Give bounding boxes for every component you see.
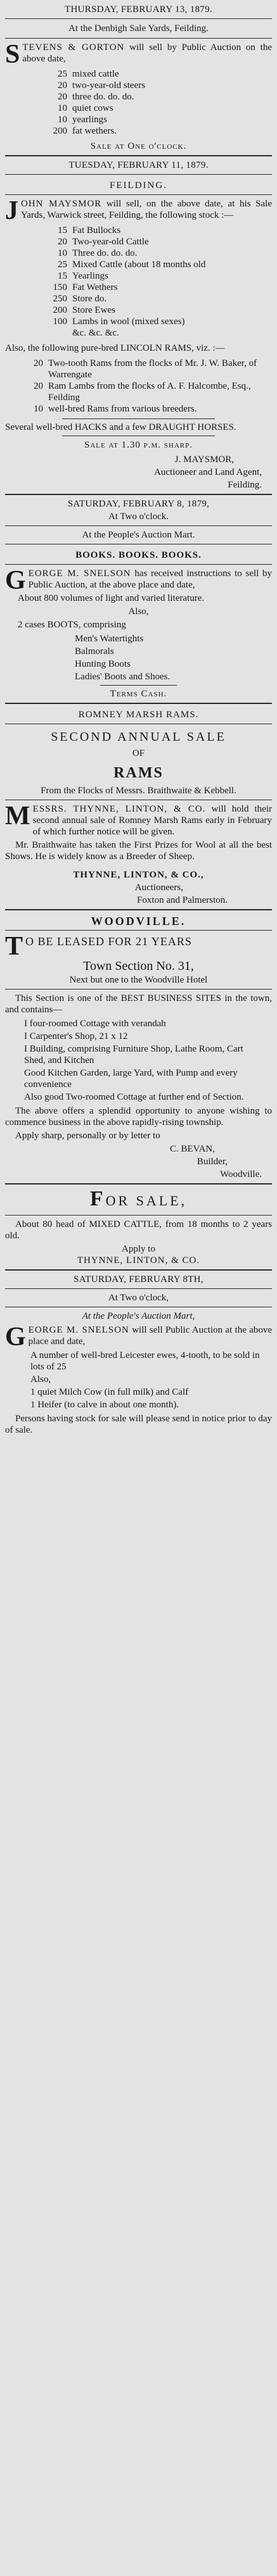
stevens-gorton-sale-ad bbox=[5, 4, 272, 152]
stock-description: mixed cattle bbox=[72, 69, 119, 79]
boots-list bbox=[75, 633, 272, 682]
stock-row bbox=[37, 327, 272, 339]
lease-heading bbox=[5, 932, 272, 961]
stock-quantity: 10 bbox=[34, 404, 43, 414]
notice-text: Persons having stock for sale will please send in notice prior to day of sale. bbox=[5, 1414, 272, 1435]
divider bbox=[62, 418, 215, 419]
also-text: Also, the following pure-bred LINCOLN RAMS, viz. :— bbox=[5, 343, 225, 353]
divider bbox=[5, 18, 272, 19]
sale-time: Sale at One o'clock. bbox=[90, 141, 187, 151]
stock-description: Two-year-old Cattle bbox=[72, 237, 149, 247]
drop-cap: S bbox=[5, 40, 20, 69]
stock-row bbox=[37, 114, 272, 125]
divider bbox=[5, 1215, 272, 1216]
stock-description: Mixed Cattle (about 18 months old bbox=[72, 260, 206, 270]
stock-row bbox=[37, 225, 272, 236]
stock-row bbox=[37, 316, 272, 327]
headline-text: OR SALE, bbox=[105, 1193, 188, 1209]
body-text: About 80 head of MIXED CATTLE, from 18 months to 2 years old. bbox=[5, 1219, 272, 1241]
ad-intro bbox=[5, 803, 272, 838]
stock-description: Two-tooth Rams from the flocks of Mr. J. W. Baker, of Warrengate bbox=[48, 358, 257, 380]
stock-list bbox=[37, 225, 272, 339]
stock-row bbox=[37, 236, 272, 248]
stock-list bbox=[30, 1350, 266, 1411]
list-item: 1 quiet Milch Cow (in full milk) and Calf bbox=[30, 1387, 189, 1397]
intro-text: will sell by Public Auction on the above date, bbox=[22, 42, 273, 64]
signature-role: Builder, bbox=[196, 1157, 228, 1167]
stock-row bbox=[37, 305, 272, 316]
intro-text: has received instructions to sell by Public Auction, at the above place and date, bbox=[28, 569, 272, 590]
firm-name: TEVENS & GORTON bbox=[22, 42, 125, 53]
section-divider bbox=[5, 494, 272, 495]
stock-row bbox=[37, 270, 272, 282]
list-item: Good Kitchen Garden, large Yard, with Pump and every convenience bbox=[24, 1068, 238, 1090]
list-item: Also, bbox=[30, 1374, 51, 1385]
terms-text: Terms Cash. bbox=[110, 689, 167, 699]
stock-quantity: 20 bbox=[34, 358, 43, 368]
romney-rams-ad bbox=[5, 709, 272, 906]
second-annual-sale: SECOND ANNUAL SALE bbox=[51, 730, 226, 744]
stock-quantity: 20 bbox=[34, 381, 43, 391]
ad-date: SATURDAY, FEBRUARY 8TH, bbox=[74, 1274, 203, 1285]
apply-text: Apply sharp, personally or by letter to bbox=[15, 1131, 160, 1141]
next-to-text: Next but one to the Woodville Hotel bbox=[69, 975, 208, 985]
stock-description: two-year-old steers bbox=[72, 80, 146, 91]
divider bbox=[5, 194, 272, 195]
stock-quantity: 15 bbox=[58, 225, 67, 236]
stock-quantity: 200 bbox=[53, 305, 67, 315]
divider bbox=[100, 685, 177, 686]
auctioneer-name: OHN MAYSMOR bbox=[21, 199, 102, 209]
snelson-books-ad bbox=[5, 498, 272, 700]
rams-list bbox=[14, 358, 272, 415]
list-item: I four-roomed Cottage with verandah bbox=[24, 1019, 166, 1029]
drop-cap: M bbox=[5, 801, 30, 831]
braithwaite-text: Mr. Braithwaite has taken the First Prizes for Wool at all the best Shows. He is widely know as a Breeder of Sheep. bbox=[5, 840, 272, 862]
drop-cap: J bbox=[5, 196, 18, 225]
stock-row bbox=[37, 125, 272, 137]
list-item: I Building, comprising Furniture Shop, Lathe Room, Cart Shed, and Kitchen bbox=[24, 1044, 243, 1065]
stock-quantity: 200 bbox=[53, 126, 67, 136]
ad-time: At Two o'clock. bbox=[108, 512, 169, 522]
stock-description: Yearlings bbox=[72, 271, 108, 281]
signature-place: Feilding. bbox=[228, 480, 262, 490]
volumes-text: About 800 volumes of light and varied literature. bbox=[18, 593, 205, 603]
stock-row bbox=[37, 103, 272, 114]
stock-description: Store do. bbox=[72, 294, 107, 304]
section-divider bbox=[5, 1183, 272, 1184]
section-divider bbox=[5, 1269, 272, 1271]
list-item: Hunting Boots bbox=[75, 659, 131, 669]
divider bbox=[5, 989, 272, 990]
auctioneer-name: EORGE M. SNELSON bbox=[28, 1325, 129, 1335]
drop-cap: T bbox=[5, 932, 23, 961]
ad-time: At Two o'clock, bbox=[108, 1293, 169, 1303]
stock-description: Ram Lambs from the flocks of A. F. Halcombe, Esq., Feilding bbox=[48, 381, 251, 403]
divider bbox=[5, 564, 272, 565]
stock-quantity: 10 bbox=[58, 115, 67, 125]
maysmor-sale-ad bbox=[5, 160, 272, 491]
woodville-lease-ad bbox=[5, 915, 272, 1180]
firm-role: Auctioneers, bbox=[134, 883, 183, 893]
list-item: Balmorals bbox=[75, 646, 114, 657]
divider bbox=[5, 525, 272, 526]
stock-row bbox=[37, 80, 272, 91]
stock-description: well-bred Rams from various breeders. bbox=[48, 404, 197, 414]
stock-quantity: 10 bbox=[58, 103, 67, 113]
stock-description: Fat Bullocks bbox=[72, 225, 121, 236]
ad-date: SATURDAY, FEBRUARY 8, 1879, bbox=[67, 499, 210, 509]
stock-row bbox=[37, 293, 272, 305]
stock-description: Store Ewes bbox=[72, 305, 115, 315]
divider bbox=[5, 38, 272, 39]
ad-intro bbox=[5, 40, 273, 69]
list-item: Ladies' Boots and Shoes. bbox=[75, 672, 171, 682]
firm-name: ESSRS. THYNNE, LINTON, & CO. bbox=[32, 804, 206, 814]
horses-text: Several well-bred HACKS and a few DRAUGHT HORSES. bbox=[5, 422, 236, 432]
ad-headline: ROMNEY MARSH RAMS. bbox=[78, 710, 199, 720]
ad-intro bbox=[5, 1323, 273, 1352]
drop-cap: F bbox=[89, 1187, 103, 1210]
ad-headline bbox=[5, 1188, 272, 1212]
property-list bbox=[24, 1018, 263, 1103]
stock-quantity: 25 bbox=[58, 260, 67, 270]
signature-name: J. MAYSMOR, bbox=[174, 455, 234, 465]
books-heading: BOOKS. BOOKS. BOOKS. bbox=[75, 550, 202, 560]
stock-quantity: 15 bbox=[58, 271, 67, 281]
list-item: Also good Two-roomed Cottage at further end of Section. bbox=[24, 1092, 244, 1102]
stock-quantity: 10 bbox=[58, 248, 67, 258]
stock-description: fat wethers. bbox=[72, 126, 117, 136]
stock-row bbox=[37, 282, 272, 293]
snelson-stock-ad bbox=[5, 1274, 272, 1436]
stock-row bbox=[37, 248, 272, 259]
list-item: Men's Watertights bbox=[75, 634, 144, 644]
ad-date: THURSDAY, FEBRUARY 13, 1879. bbox=[65, 4, 212, 15]
section-divider bbox=[5, 909, 272, 910]
drop-cap: G bbox=[5, 1323, 26, 1352]
stock-quantity: 20 bbox=[58, 92, 67, 102]
intro-text: will sell, on the above date, at his Sale Yards, Warwick street, Feilding, the following stock :— bbox=[21, 199, 272, 220]
firm-signature: THYNNE, LINTON, & CO., bbox=[73, 870, 204, 880]
stock-description: &c. &c. &c. bbox=[72, 328, 119, 338]
stock-quantity: 100 bbox=[53, 317, 67, 327]
list-item: A number of well-bred Leicester ewes, 4-tooth, to be sold in lots of 25 bbox=[30, 1350, 260, 1372]
ad-headline: WOODVILLE. bbox=[91, 915, 186, 927]
signature-title: Auctioneer and Land Agent, bbox=[154, 467, 262, 477]
flocks-text: From the Flocks of Messrs. Braithwaite & Kebbell. bbox=[41, 786, 236, 796]
divider bbox=[5, 174, 272, 175]
stock-row bbox=[37, 91, 272, 103]
stock-list bbox=[37, 68, 272, 137]
signature-place: Woodville. bbox=[220, 1169, 262, 1179]
intro-text: will sell Public Auction at the above place and date, bbox=[28, 1325, 273, 1347]
lease-text: O BE LEASED FOR 21 YEARS bbox=[25, 935, 192, 948]
stock-row bbox=[14, 358, 272, 380]
above-text: The above offers a splendid opportunity to anyone wishing to commence business in the above rapidly-rising township. bbox=[5, 1106, 272, 1128]
stock-quantity: 20 bbox=[58, 80, 67, 91]
section-divider bbox=[5, 155, 272, 156]
stock-row bbox=[37, 259, 272, 270]
stock-quantity: 250 bbox=[53, 294, 67, 304]
ad-location: At the People's Auction Mart, bbox=[82, 1311, 195, 1321]
stock-quantity: 150 bbox=[53, 282, 67, 292]
stock-description: yearlings bbox=[72, 115, 107, 125]
stock-quantity: 25 bbox=[58, 69, 67, 79]
section-number: Town Section No. 31, bbox=[83, 959, 194, 973]
stock-description: quiet cows bbox=[72, 103, 113, 113]
ad-location: At the People's Auction Mart. bbox=[82, 530, 195, 540]
stock-description: three do. do. do. bbox=[72, 92, 134, 102]
ad-intro bbox=[5, 566, 272, 595]
stock-description: Three do. do. do. bbox=[72, 248, 138, 258]
apply-text: Apply to bbox=[122, 1244, 155, 1254]
intro-text: This Section is one of the BEST BUSINESS SITES in the town, and contains— bbox=[5, 993, 272, 1015]
ad-intro bbox=[5, 196, 272, 225]
stock-description: Fat Wethers bbox=[72, 282, 118, 292]
divider bbox=[5, 930, 272, 931]
ad-date: TUESDAY, FEBRUARY 11, 1879. bbox=[68, 160, 209, 170]
stock-row bbox=[14, 380, 272, 403]
signature-name: C. BEVAN, bbox=[170, 1144, 215, 1154]
firm-signature: THYNNE, LINTON, & CO. bbox=[77, 1255, 200, 1266]
of-text: OF bbox=[132, 748, 145, 758]
stock-quantity: 20 bbox=[58, 237, 67, 247]
ad-location: At the Denbigh Sale Yards, Feilding. bbox=[68, 23, 209, 34]
drop-cap: G bbox=[5, 566, 26, 595]
stock-row bbox=[37, 68, 272, 80]
list-item: 1 Heifer (to calve in about one month). bbox=[30, 1400, 179, 1410]
for-sale-cattle-ad bbox=[5, 1188, 272, 1266]
ad-town: FEILDING. bbox=[110, 180, 167, 191]
rams-heading: RAMS bbox=[113, 765, 164, 781]
stock-quantity bbox=[37, 327, 72, 339]
boots-text: 2 cases BOOTS, comprising bbox=[18, 620, 126, 630]
sale-time: Sale at 1.30 p.m. sharp. bbox=[84, 440, 193, 450]
firm-places: Foxton and Palmerston. bbox=[137, 895, 228, 905]
divider bbox=[5, 1288, 272, 1289]
intro-text: will hold their second annual sale of Romney Marsh Rams early in February of which further notice will be given. bbox=[32, 804, 272, 837]
stock-description: Lambs in wool (mixed sexes) bbox=[72, 317, 185, 327]
also-text: Also, bbox=[128, 606, 149, 617]
section-divider bbox=[5, 703, 272, 704]
auctioneer-name: EORGE M. SNELSON bbox=[28, 569, 131, 579]
stock-row bbox=[14, 403, 272, 415]
list-item: I Carpenter's Shop, 21 x 12 bbox=[24, 1031, 128, 1041]
